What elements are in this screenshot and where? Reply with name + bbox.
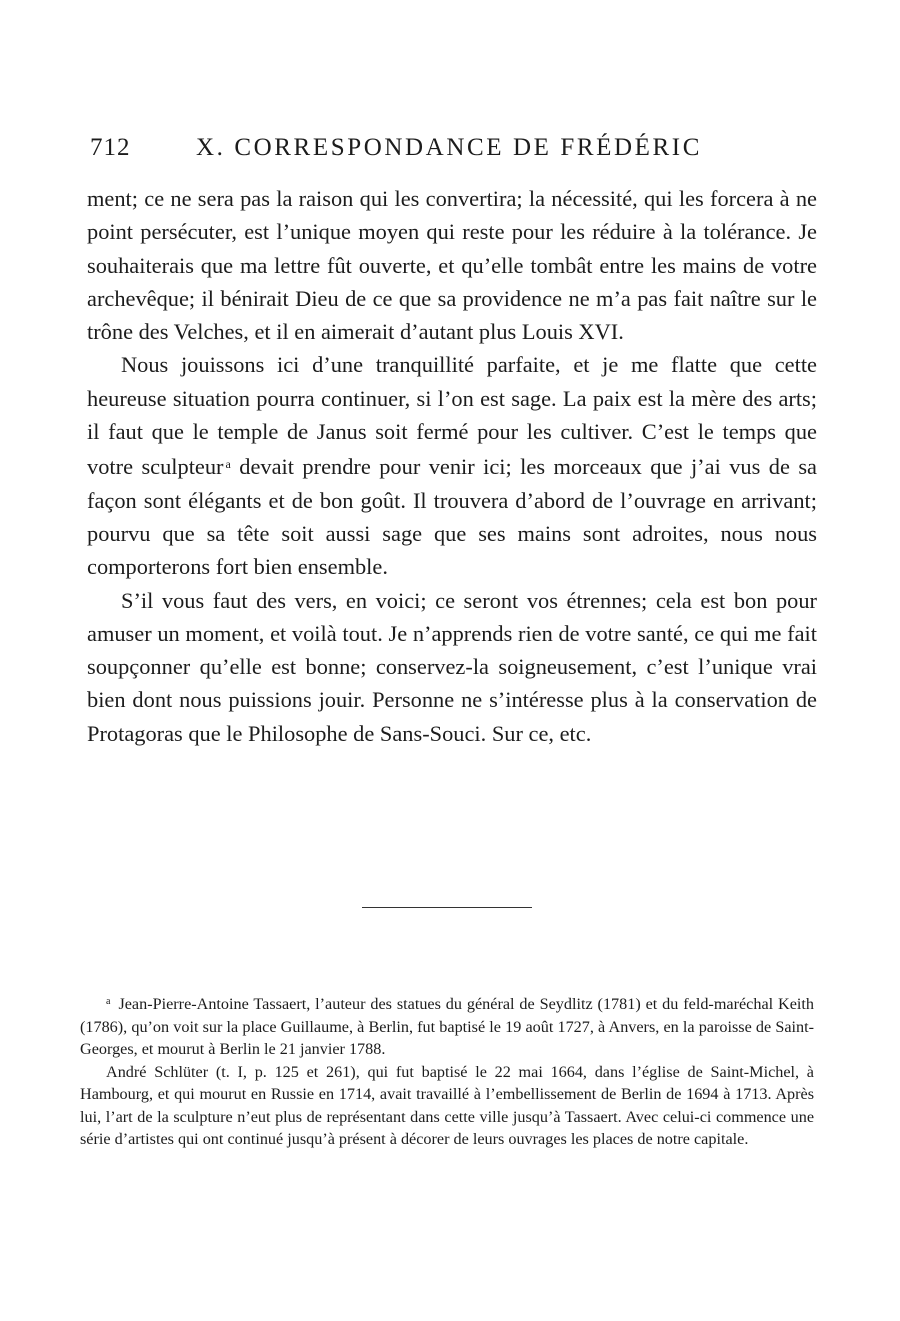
footnote-continuation: André Schlüter (t. I, p. 125 et 261), qui fut baptisé le 22 mai 1664, dans l’église de Saint-Michel, à Hambourg, et qui mourut en Russie en 1714, avait travaillé à l’embellissement de Berlin de 1694 à 1713. Après lui, l’art de la sculpture n’eut plus de représentant dans cette ville jusqu’à Tassaert. Avec celui-ci commence une série d’artistes qui ont continué jusqu’à présent à décorer de leurs ouvrages les places de notre capitale. xyxy=(80,1062,814,1148)
footnote-text: Jean-Pierre-Antoine Tassaert, l’auteur des statues du général de Seydlitz (1781) et du feld-maréchal Keith (1786), qu’on voit sur la place Guillaume, à Berlin, fut baptisé le 19 août 1727, à Anvers, en la paroisse de Saint-Georges, et mourut à Berlin le 21 janvier 1788. xyxy=(80,995,814,1058)
paragraph: ment; ce ne sera pas la raison qui les convertira; la nécessité, qui les forcera à ne point persécuter, est l’unique moyen qui reste pour les réduire à la tolérance. Je souhaiterais que ma lettre fût ouverte, et qu’elle tombât entre les mains de votre archevêque; il bénirait Dieu de ce que sa providence ne m’a pas fait naître sur le trône des Velches, et il en aimerait d’autant plus Louis XVI. xyxy=(87,186,817,345)
paragraph-text: Nous jouissons ici d’une tranquillité parfaite, et je me flatte que cette heureuse situation pourra continuer, si l’on est sage. La paix est la mère des arts; il faut que le temple de Janus soit fermé pour les cultiver. C’est le temps que votre sculpteur xyxy=(87,352,817,480)
paragraph: S’il vous faut des vers, en voici; ce seront vos étrennes; cela est bon pour amuser un moment, et voilà tout. Je n’apprends rien de votre santé, ce qui me fait soupçonner qu’elle est bonne; conservez-la soigneusement, c’est l’unique vrai bien dont nous puissions jouir. Personne ne s’intéresse plus à la conservation de Protagoras que le Philosophe de Sans-Souci. Sur ce, etc. xyxy=(87,587,817,746)
footnote-marker: a xyxy=(106,996,111,1007)
page-header xyxy=(90,134,720,170)
paragraph xyxy=(87,348,817,583)
footnote-separator xyxy=(362,907,532,908)
footnote xyxy=(80,991,814,1061)
paragraph-text: devait prendre pour venir ici; les morceaux que j’ai vus de sa façon sont élégants et de bon goût. Il trouvera d’abord de l’ouvrage en arrivant; pourvu que sa tête soit aussi sage que ses mains sont adroites, nous nous comporterons fort bien ensemble. xyxy=(87,454,817,580)
main-text xyxy=(87,182,817,750)
running-head: X. CORRESPONDANCE DE FRÉDÉRIC xyxy=(196,134,703,161)
footnote-reference[interactable]: a xyxy=(225,457,231,472)
page-number: 712 xyxy=(90,134,131,161)
footnotes xyxy=(80,991,814,1151)
